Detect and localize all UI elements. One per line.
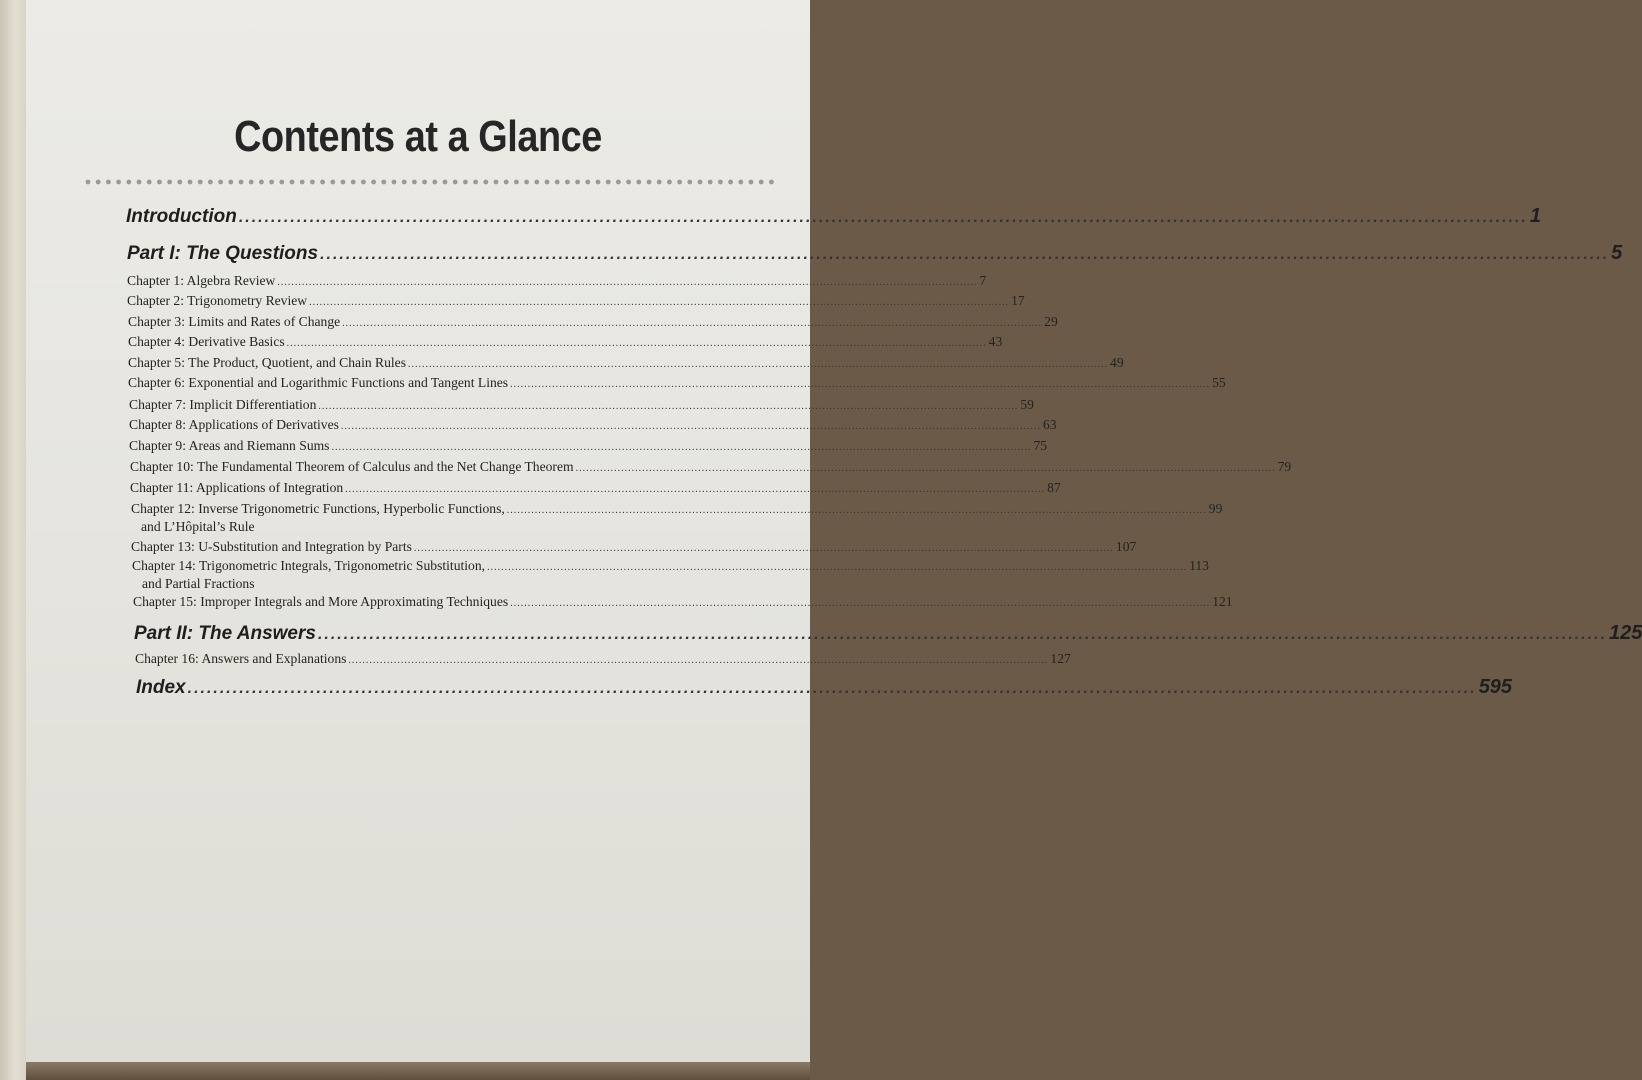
entry-page-number: 17 bbox=[1011, 293, 1025, 308]
entry-page-number: 75 bbox=[1033, 438, 1048, 453]
entry-label: Chapter 8: Applications of Derivatives bbox=[129, 417, 339, 432]
dot-leader: ........................................................................................................................................................................................................ bbox=[320, 246, 1610, 263]
entry-page-number: 43 bbox=[988, 334, 1003, 349]
entry-page-number: 595 bbox=[1478, 676, 1513, 698]
dot-leader: ........................................................................................................................................................................................................ bbox=[340, 421, 1041, 432]
entry-page-number: 127 bbox=[1050, 651, 1071, 666]
toc-entry-introduction bbox=[126, 205, 1541, 228]
toc-entry-chapter-2 bbox=[127, 293, 1025, 309]
toc-entry-chapter-8 bbox=[129, 417, 1057, 433]
entry-page-number: 59 bbox=[1020, 397, 1034, 412]
dot-leader: ........................................................................................................................................................................................................ bbox=[408, 359, 1109, 370]
entry-label: Chapter 2: Trigonometry Review bbox=[127, 293, 308, 308]
entry-label: Introduction bbox=[126, 206, 237, 227]
dot-leader: ........................................................................................................................................................................................................ bbox=[309, 297, 1010, 308]
entry-label: Part II: The Answers bbox=[134, 623, 316, 644]
toc-entry-chapter-16 bbox=[135, 651, 1071, 667]
toc-entry-chapter-4 bbox=[128, 334, 1003, 350]
entry-page-number: 87 bbox=[1047, 480, 1061, 495]
dot-leader: ........................................................................................................................................................................................................ bbox=[510, 379, 1211, 390]
entry-page-number: 5 bbox=[1611, 242, 1623, 264]
entry-page-number: 55 bbox=[1212, 375, 1226, 390]
entry-label: Chapter 4: Derivative Basics bbox=[128, 334, 285, 349]
entry-label: Chapter 9: Areas and Riemann Sums bbox=[129, 438, 330, 453]
entry-page-number: 107 bbox=[1115, 539, 1137, 554]
dot-leader: ........................................................................................................................................................................................................ bbox=[331, 442, 1032, 453]
book-page bbox=[26, 0, 1642, 1062]
table-surface bbox=[26, 1062, 810, 1080]
toc-entry-chapter-13 bbox=[131, 539, 1137, 555]
entry-page-number: 125 bbox=[1609, 622, 1642, 644]
entry-label: Chapter 3: Limits and Rates of Change bbox=[128, 314, 341, 329]
book-binding bbox=[0, 0, 26, 1080]
entry-label: Chapter 11: Applications of Integration bbox=[130, 480, 344, 495]
entry-page-number: 79 bbox=[1277, 459, 1292, 474]
entry-label-line-2: and L’Hôpital’s Rule bbox=[141, 519, 255, 534]
dot-leader: ........................................................................................................................................................................................................ bbox=[238, 209, 1528, 226]
dot-leader: ........................................................................................................................................................................................................ bbox=[317, 626, 1608, 643]
entry-label: Chapter 13: U-Substitution and Integration by Parts bbox=[131, 539, 412, 554]
entry-label-line-1: Chapter 12: Inverse Trigonometric Functions, Hyperbolic Functions, bbox=[131, 501, 505, 516]
toc-entry-part-1 bbox=[127, 242, 1623, 265]
entry-label: Chapter 5: The Product, Quotient, and Chain Rules bbox=[128, 355, 407, 370]
toc-entry-chapter-10 bbox=[130, 459, 1292, 475]
entry-label: Chapter 1: Algebra Review bbox=[127, 273, 276, 288]
dot-leader: ........................................................................................................................................................................................................ bbox=[510, 598, 1211, 609]
dot-leader: ........................................................................................................................................................................................................ bbox=[345, 484, 1046, 495]
dot-leader: ........................................................................................................................................................................................................ bbox=[342, 318, 1043, 329]
dot-leader: ........................................................................................................................................................................................................ bbox=[318, 401, 1019, 412]
entry-page-number: 63 bbox=[1042, 417, 1057, 432]
toc-entry-chapter-3 bbox=[128, 314, 1058, 330]
toc-entry-chapter-7 bbox=[129, 397, 1034, 413]
dot-leader: ........................................................................................................................................................................................................ bbox=[187, 680, 1477, 697]
toc-entry-chapter-14 bbox=[132, 557, 1209, 593]
entry-label: Chapter 6: Exponential and Logarithmic Functions and Tangent Lines bbox=[128, 375, 509, 390]
table-of-contents bbox=[26, 0, 1642, 1062]
entry-label bbox=[131, 500, 505, 536]
entry-page-number: 7 bbox=[979, 273, 987, 288]
dot-leader: ........................................................................................................................................................................................................ bbox=[487, 562, 1188, 573]
dot-leader: ........................................................................................................................................................................................................ bbox=[413, 543, 1114, 554]
entry-page-number: 29 bbox=[1044, 314, 1058, 329]
entry-label-line-1: Chapter 14: Trigonometric Integrals, Trigonometric Substitution, bbox=[132, 558, 486, 573]
dot-leader: ........................................................................................................................................................................................................ bbox=[286, 338, 987, 349]
toc-entry-chapter-12 bbox=[131, 500, 1223, 536]
entry-page-number: 121 bbox=[1212, 594, 1233, 609]
entry-page-number: 99 bbox=[1208, 501, 1223, 516]
toc-entry-chapter-15 bbox=[133, 594, 1233, 610]
entry-label-line-2: and Partial Fractions bbox=[142, 576, 255, 591]
toc-entry-index bbox=[136, 676, 1513, 699]
entry-page-number: 49 bbox=[1110, 355, 1124, 370]
dot-leader: ........................................................................................................................................................................................................ bbox=[575, 463, 1276, 474]
toc-entry-chapter-11 bbox=[130, 480, 1061, 496]
dot-leader: ........................................................................................................................................................................................................ bbox=[506, 505, 1207, 516]
dot-leader: ........................................................................................................................................................................................................ bbox=[277, 277, 978, 288]
dot-leader: ........................................................................................................................................................................................................ bbox=[348, 655, 1049, 666]
entry-page-number: 113 bbox=[1189, 558, 1209, 573]
toc-entry-chapter-9 bbox=[129, 438, 1048, 454]
entry-label: Chapter 7: Implicit Differentiation bbox=[129, 397, 317, 412]
toc-entry-part-2 bbox=[134, 622, 1642, 645]
entry-label: Part I: The Questions bbox=[127, 243, 319, 264]
toc-entry-chapter-1 bbox=[127, 273, 987, 289]
entry-page-number: 1 bbox=[1529, 205, 1541, 227]
page-title: Contents at a Glance bbox=[234, 112, 602, 161]
entry-label: Chapter 10: The Fundamental Theorem of Calculus and the Net Change Theorem bbox=[130, 459, 574, 474]
entry-label: Chapter 16: Answers and Explanations bbox=[135, 651, 347, 666]
entry-label: Index bbox=[136, 677, 186, 698]
toc-entry-chapter-5 bbox=[128, 355, 1124, 371]
entry-label: Chapter 15: Improper Integrals and More Approximating Techniques bbox=[133, 594, 509, 609]
entry-label bbox=[132, 557, 485, 593]
toc-entry-chapter-6 bbox=[128, 375, 1226, 391]
